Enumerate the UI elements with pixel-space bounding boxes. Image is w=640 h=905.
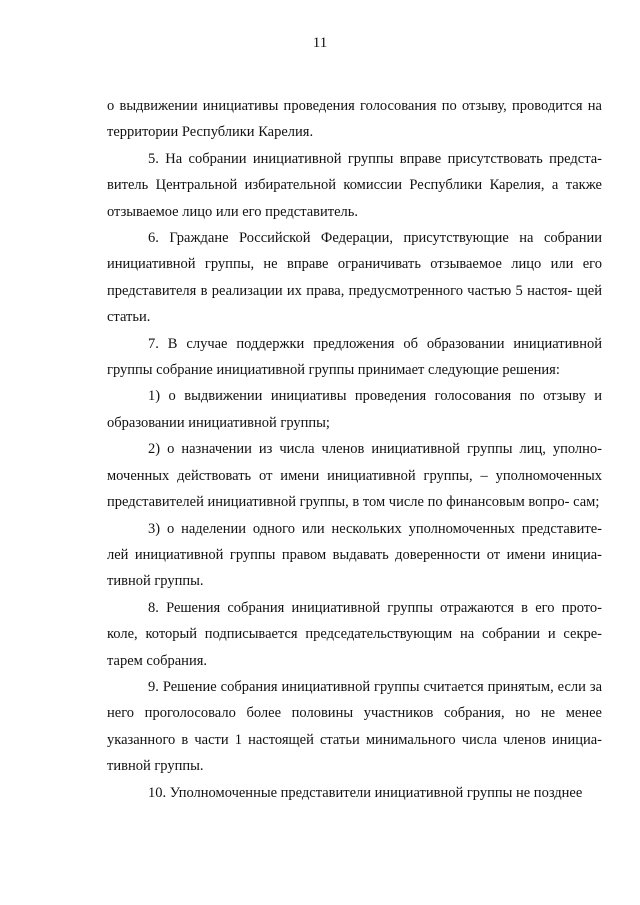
text-line: на территории Республики Карелия. — [107, 98, 602, 141]
text-line: отзываемое лицо или его представитель. — [107, 203, 359, 220]
paragraph — [107, 436, 602, 515]
text-line: сам; — [573, 494, 600, 511]
page-number: 11 — [312, 35, 328, 51]
text-line: образовании инициативной группы; — [107, 414, 330, 431]
text-line: 10. Уполномоченные представители инициативной группы не позднее — [148, 784, 583, 801]
text-line: 7. В случае поддержки предложения об образовании инициативной — [148, 335, 602, 352]
text-line: лей инициативной группы правом выдавать доверенности от имени инициа- — [107, 546, 602, 563]
paragraph — [107, 146, 602, 225]
text-line: указанного в части 1 настоящей статьи минимального числа членов инициа- — [107, 731, 602, 748]
text-line: инициативной группы, не вправе ограничивать отзываемое лицо или его — [107, 256, 602, 273]
paragraph — [107, 331, 602, 384]
paragraph — [107, 595, 602, 674]
paragraph — [107, 516, 602, 595]
text-line: моченных действовать от имени инициативной группы, – уполномоченных — [107, 467, 602, 484]
paragraph — [107, 674, 602, 780]
text-line: тивной группы. — [107, 573, 204, 590]
text-line: о выдвижении инициативы проведения голосования по отзыву, проводится — [107, 98, 583, 114]
text-line: группы собрание инициативной группы принимает следующие решения: — [107, 362, 560, 379]
text-line: 1) о выдвижении инициативы проведения голосования по отзыву и — [148, 388, 602, 405]
paragraph — [107, 225, 602, 331]
text-line: 2) о назначении из числа членов инициативной группы лиц, уполно- — [148, 441, 602, 458]
paragraph — [107, 383, 602, 436]
text-line: коле, который подписывается председательствующим на собрании и секре- — [107, 626, 602, 643]
text-line: 3) о наделении одного или нескольких уполномоченных представите- — [148, 520, 602, 537]
text-line: щей статьи. — [107, 282, 602, 326]
paragraph — [107, 780, 602, 806]
text-line: витель Центральной избирательной комиссии Республики Карелия, а также — [107, 177, 602, 194]
text-line: тарем собрания. — [107, 652, 207, 669]
text-line: 8. Решения собрания инициативной группы отражаются в его прото- — [148, 599, 602, 616]
paragraph — [107, 93, 602, 146]
text-line: 6. Граждане Российской Федерации, присутствующие на собрании — [148, 230, 602, 247]
text-line: 9. Решение собрания инициативной группы считается принятым, если — [148, 678, 586, 695]
text-line: представителей инициативной группы, в том числе по финансовым вопро- — [107, 494, 570, 511]
text-line: за него проголосовало более половины участников собрания, но не менее — [107, 678, 603, 722]
text-line: 5. На собрании инициативной группы вправе присутствовать предста- — [148, 150, 602, 167]
text-line: представителя в реализации их права, предусмотренного частью 5 настоя- — [107, 282, 573, 299]
text-line: тивной группы. — [107, 758, 204, 775]
document-text — [107, 93, 602, 806]
